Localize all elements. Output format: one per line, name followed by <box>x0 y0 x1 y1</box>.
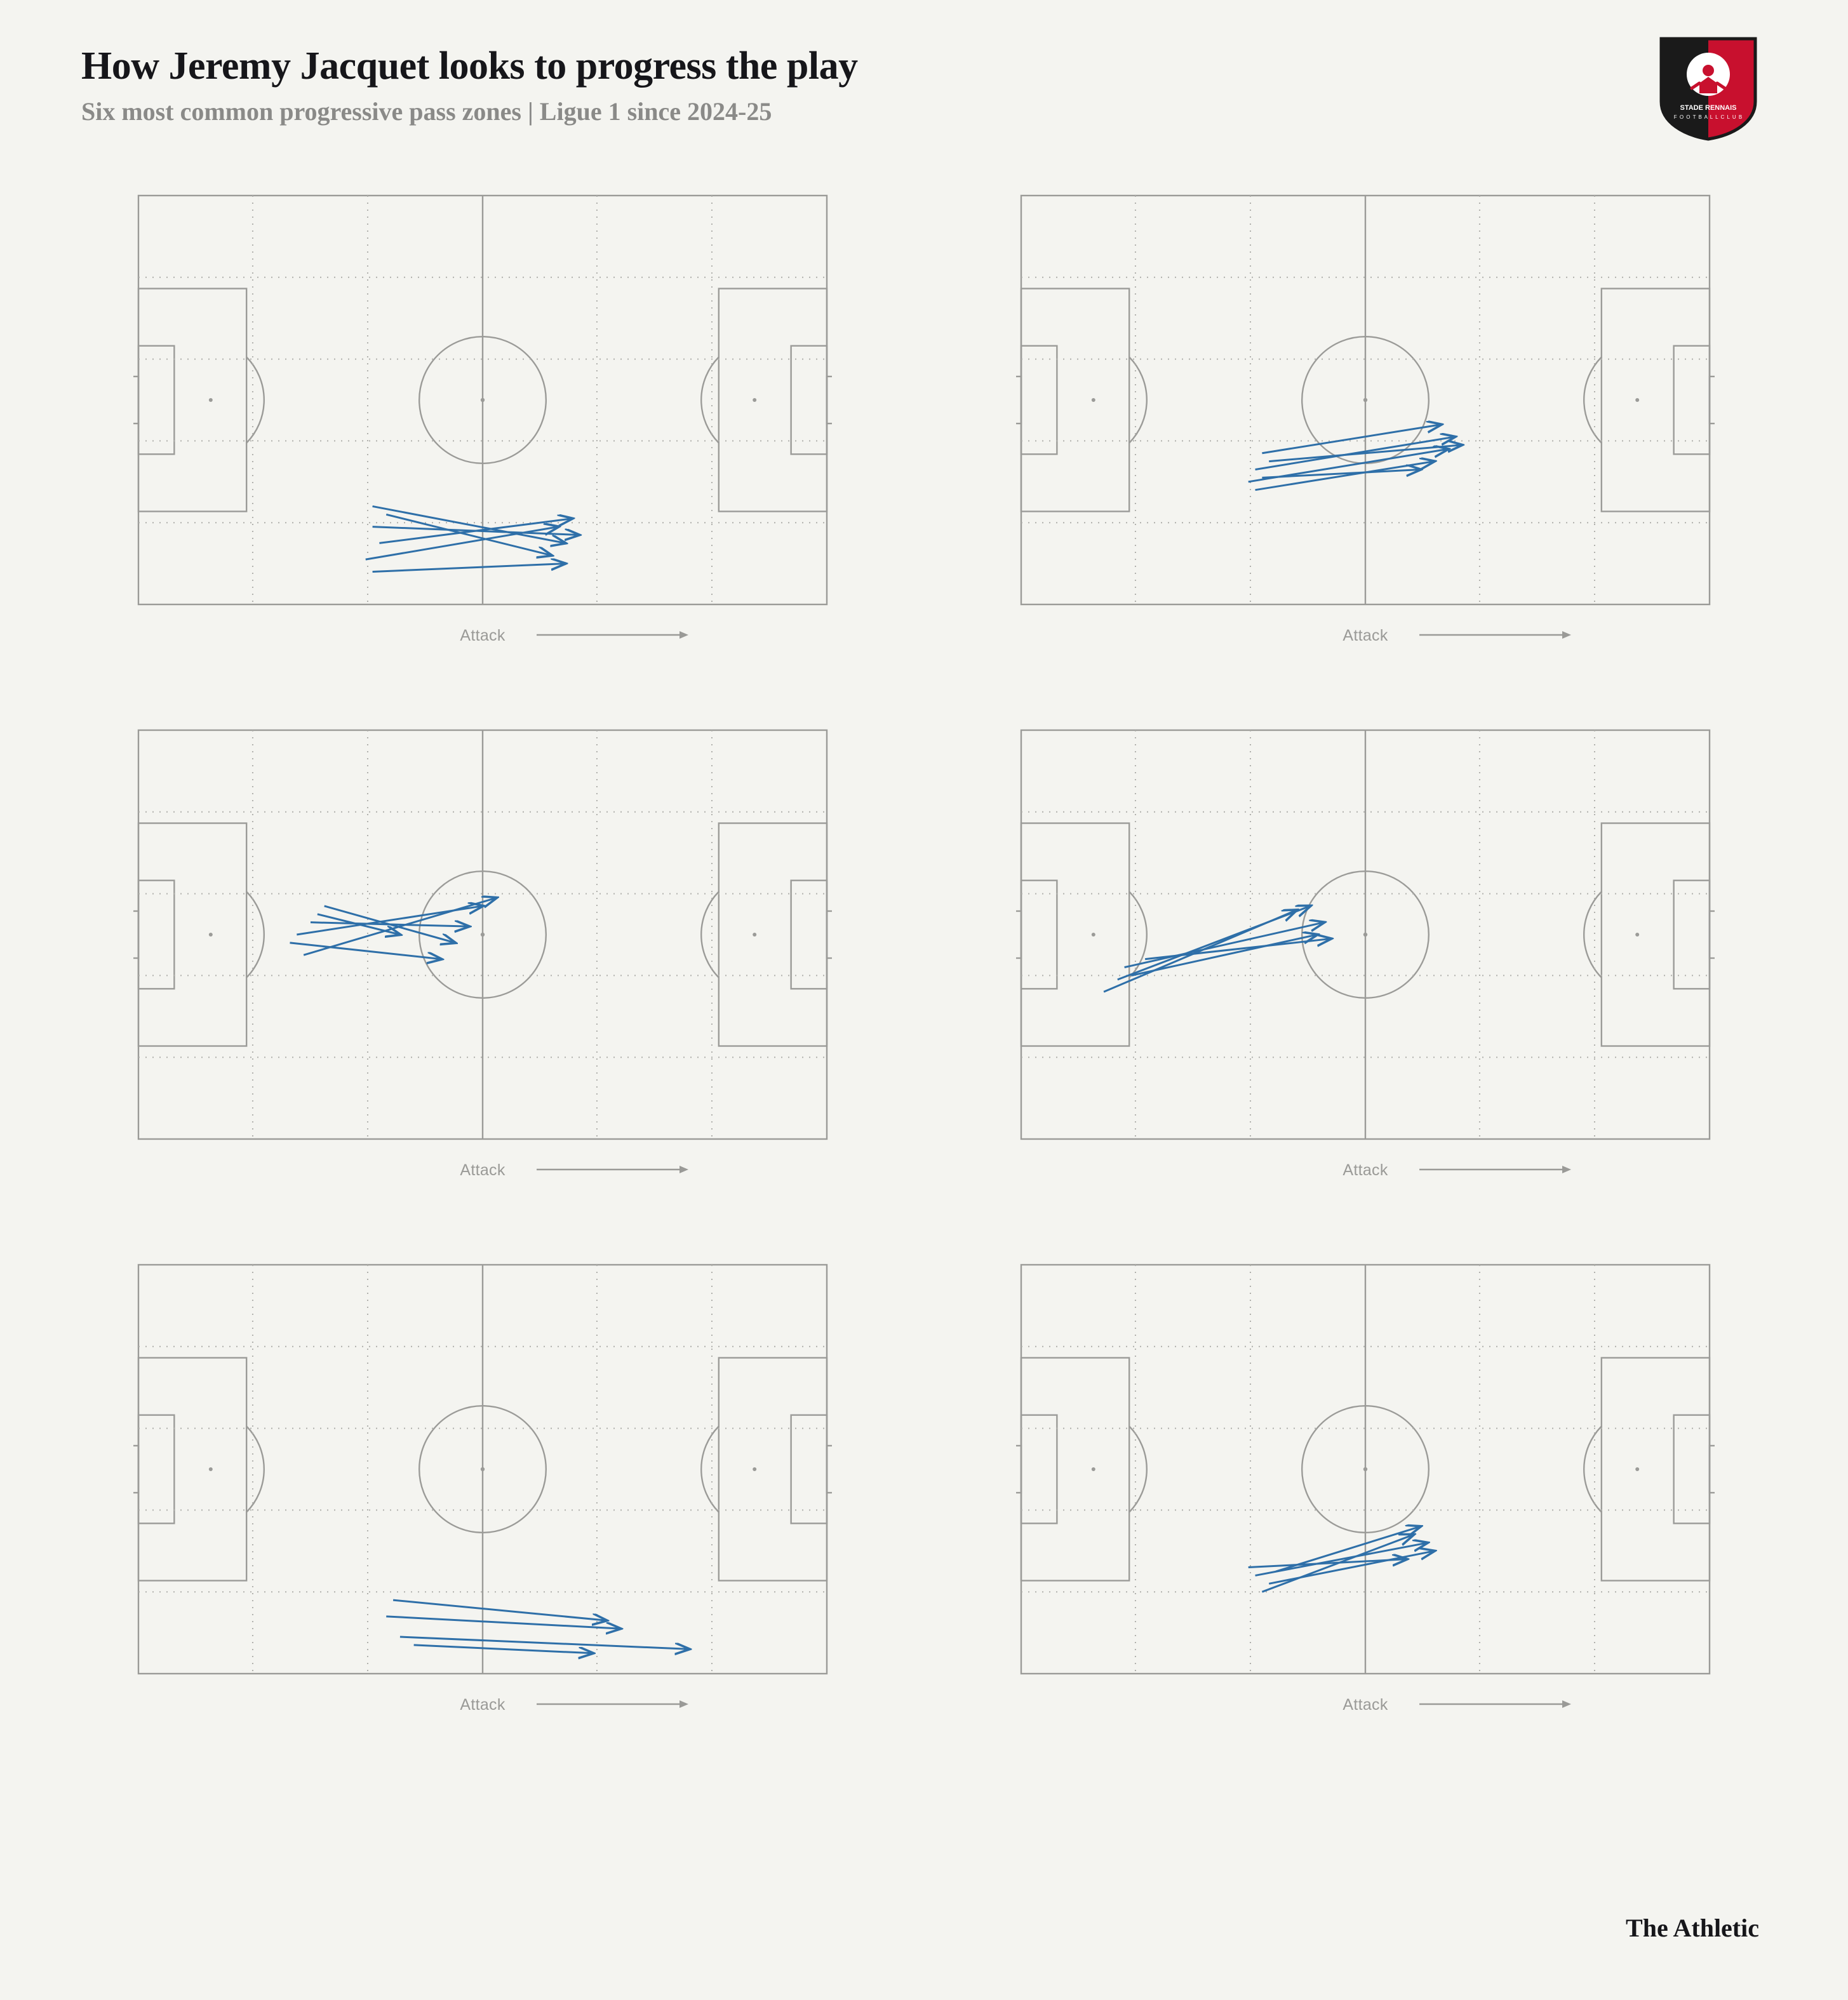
pitch-panel-6 <box>1016 1260 1715 1723</box>
attack-label: Attack <box>1342 1161 1388 1179</box>
pitch-grid <box>0 190 1848 1794</box>
brand-footer: The Athletic <box>1626 1914 1759 1942</box>
attack-label: Attack <box>460 1161 506 1179</box>
pitch-diagram <box>1016 725 1715 1189</box>
attack-label-wrap <box>133 1675 832 1719</box>
page-subtitle: Six most common progressive pass zones | Ligue 1 since 2024-25 <box>81 97 772 126</box>
pitch-panel-5 <box>133 1260 832 1723</box>
attack-label-wrap <box>1016 1675 1715 1719</box>
attack-label-wrap <box>133 1140 832 1185</box>
pitch-row <box>0 725 1848 1189</box>
attack-label-wrap <box>133 606 832 650</box>
attack-label: Attack <box>460 627 506 644</box>
pitch-diagram <box>133 725 832 1189</box>
pitch-panel-3 <box>133 725 832 1189</box>
pitch-panel-1 <box>133 190 832 654</box>
attack-label: Attack <box>1342 627 1388 644</box>
pitch-panel-2 <box>1016 190 1715 654</box>
pitch-row <box>0 190 1848 654</box>
pitch-panel-4 <box>1016 725 1715 1189</box>
attack-label-wrap <box>1016 1140 1715 1185</box>
pitch-row <box>0 1260 1848 1723</box>
attack-label-wrap <box>1016 606 1715 650</box>
svg-text:STADE RENNAIS: STADE RENNAIS <box>1680 104 1737 112</box>
pitch-diagram <box>133 1260 832 1723</box>
page-title: How Jeremy Jacquet looks to progress the play <box>81 44 858 88</box>
attack-label: Attack <box>1342 1696 1388 1714</box>
pitch-diagram <box>1016 190 1715 654</box>
svg-text:F O O T B A L L C L U B: F O O T B A L L C L U B <box>1673 114 1743 120</box>
club-crest-icon <box>1657 35 1759 143</box>
attack-label: Attack <box>460 1696 506 1714</box>
pitch-diagram <box>1016 1260 1715 1723</box>
pitch-diagram <box>133 190 832 654</box>
header <box>81 44 1542 127</box>
